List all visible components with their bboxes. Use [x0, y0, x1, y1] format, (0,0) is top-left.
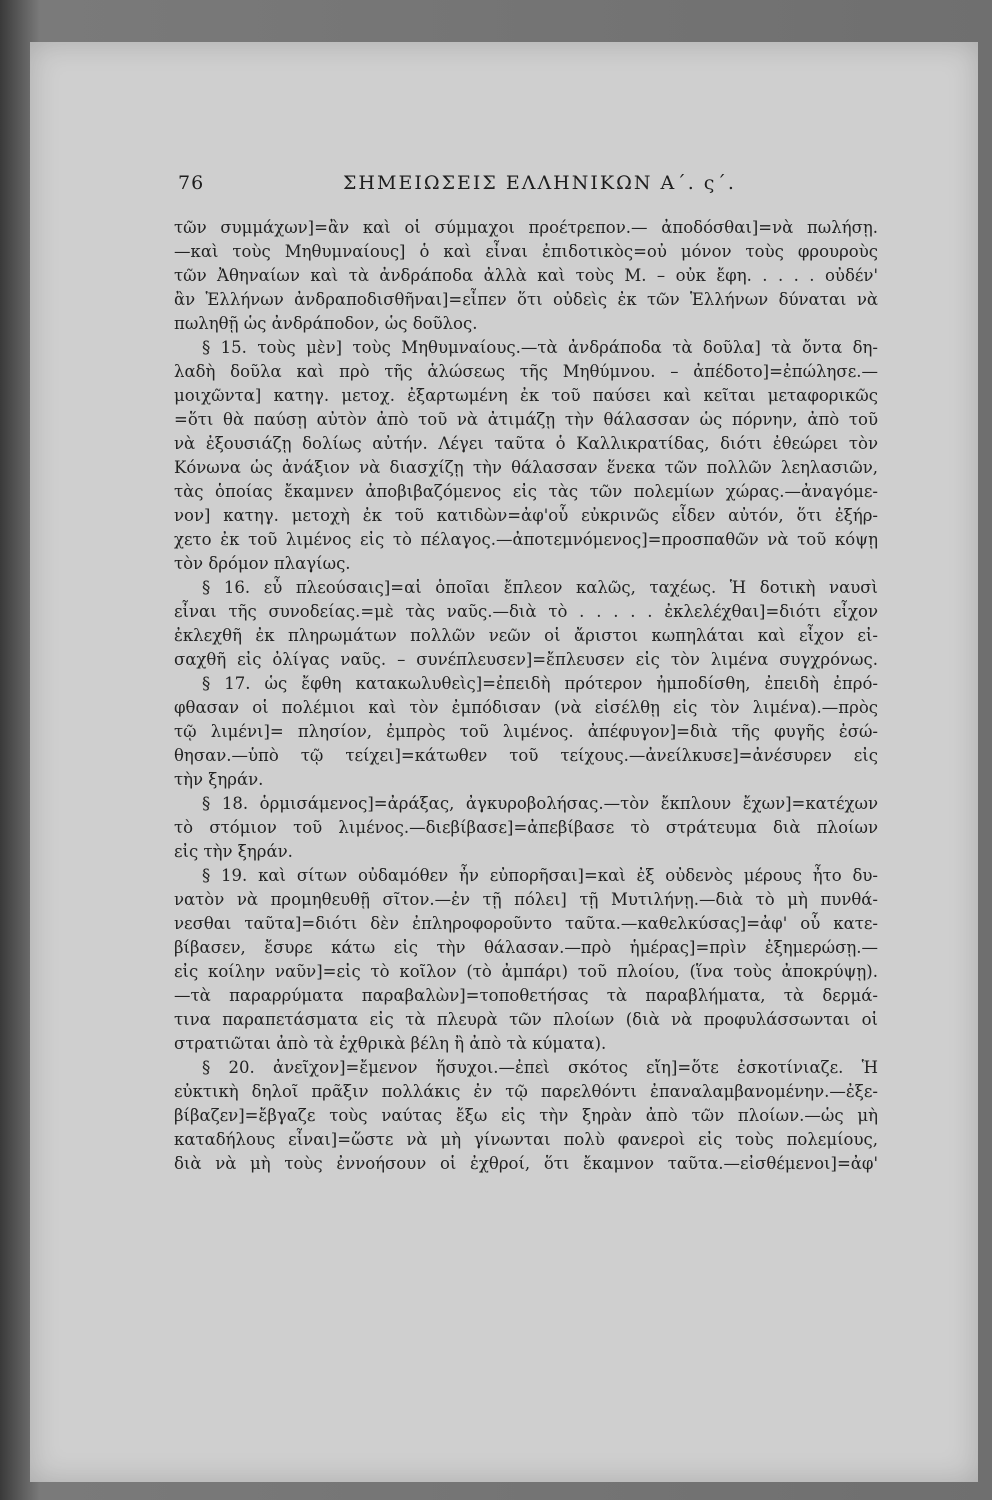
text-line: τὸ στόμιον τοῦ λιμένος.—διεβίβασε]=ἀπεβίβασε τὸ στράτευμα διὰ πλοίων [174, 818, 878, 837]
text-line: νὰ ἐξουσιάζῃ δολίως αὐτήν. Λέγει ταῦτα ὁ Καλλικρατίδας, διότι ἐθεώρει τὸν [174, 434, 878, 453]
page-number: 76 [178, 172, 205, 194]
text-line: Κόνωνα ὡς ἀνάξιον νὰ διασχίζῃ τὴν θάλασσαν ἕνεκα τῶν πολλῶν λεηλασιῶν, [174, 458, 878, 477]
text-line: φθασαν οἱ πολέμιοι καὶ τὸν ἐμπόδισαν (νὰ εἰσέλθῃ εἰς τὸν λιμένα).—πρὸς [174, 698, 878, 717]
text-line: νον] κατηγ. μετοχὴ ἐκ τοῦ κατιδὼν=ἀφ'οὗ εὐκρινῶς εἶδεν αὐτόν, ὅτι ἐξήρ- [174, 506, 878, 525]
text-line: βίβαζεν]=ἔβγαζε τοὺς ναύτας ἔξω εἰς τὴν ξηρὰν ἀπὸ τῶν πλοίων.—ὡς μὴ [174, 1106, 878, 1125]
text-line: χετο ἐκ τοῦ λιμένος εἰς τὸ πέλαγος.—ἀποτεμνόμενος]=προσπαθῶν νὰ τοῦ κόψῃ [174, 530, 878, 549]
text-line: διὰ νὰ μὴ τοὺς ἐννοήσουν οἱ ἐχθροί, ὅτι ἔκαμνον ταῦτα.—εἰσθέμενοι]=ἀφ' [174, 1154, 878, 1173]
running-title: ΣΗΜΕΙΩΣΕΙΣ ΕΛΛΗΝΙΚΩΝ Α΄. ς΄. [343, 172, 736, 194]
text-line: στρατιῶται ἀπὸ τὰ ἐχθρικὰ βέλη ἢ ἀπὸ τὰ κύματα). [174, 1034, 607, 1053]
text-line: ἂν Ἑλλήνων ἀνδραποδισθῆναι]=εἶπεν ὅτι οὐδεὶς ἐκ τῶν Ἑλλήνων δύναται νὰ [174, 290, 878, 309]
text-line: § 19. καὶ σίτων οὐδαμόθεν ἦν εὐπορῆσαι]=καὶ ἐξ οὐδενὸς μέρους ἦτο δυ- [202, 866, 878, 885]
text-line: § 20. ἀνεῖχον]=ἔμενον ἥσυχοι.—ἐπεὶ σκότος εἴη]=ὅτε ἐσκοτίνιαζε. Ἡ [202, 1058, 878, 1077]
text-line: τὸν δρόμον πλαγίως. [174, 554, 351, 573]
text-line: § 17. ὡς ἔφθη κατακωλυθεὶς]=ἐπειδὴ πρότερον ἠμποδίσθη, ἐπειδὴ ἐπρό- [202, 674, 878, 693]
text-line: εἶναι τῆς συνοδείας.=μὲ τὰς ναῦς.—διὰ τὸ . . . . . ἐκλελέχθαι]=διότι εἶχον [174, 602, 878, 621]
text-line: —καὶ τοὺς Μηθυμναίους] ὁ καὶ εἶναι ἐπιδοτικὸς=οὐ μόνον τοὺς φρουροὺς [174, 242, 878, 261]
text-line: λαδὴ δοῦλα καὶ πρὸ τῆς ἁλώσεως τῆς Μηθύμνου. – ἀπέδοτο]=ἐπώλησε.— [174, 362, 878, 381]
text-line: εἰς τὴν ξηράν. [174, 842, 293, 861]
text-line: ἐκλεχθῆ ἐκ πληρωμάτων πολλῶν νεῶν οἱ ἄριστοι κωπηλάται καὶ εἶχον εἰ- [174, 626, 878, 645]
text-line: καταδήλους εἶναι]=ὥστε νὰ μὴ γίνωνται πολὺ φανεροὶ εἰς τοὺς πολεμίους, [174, 1130, 878, 1149]
text-line: σαχθῆ εἰς ὀλίγας ναῦς. – συνέπλευσεν]=ἔπλευσεν εἰς τὸν λιμένα συγχρόνως. [174, 650, 878, 669]
text-line: νατὸν νὰ προμηθευθῇ σῖτον.—ἐν τῇ πόλει] τῇ Μυτιλήνῃ.—διὰ τὸ μὴ πυνθά- [174, 890, 878, 909]
text-line: —τὰ παραρρύματα παραβαλὼν]=τοποθετήσας τὰ παραβλήματα, τὰ δερμά- [174, 986, 878, 1005]
text-line: τὴν ξηράν. [174, 770, 264, 789]
text-line: εὐκτικὴ δηλοῖ πρᾶξιν πολλάκις ἐν τῷ παρελθόντι ἐπαναλαμβανομένην.—ἐξε- [174, 1082, 878, 1101]
text-line: τὰς ὁποίας ἔκαμνεν ἀποβιβαζόμενος εἰς τὰς τῶν πολεμίων χώρας.—ἀναγόμε- [174, 482, 878, 501]
text-line: εἰς κοίλην ναῦν]=εἰς τὸ κοῖλον (τὸ ἀμπάρι) τοῦ πλοίου, (ἵνα τοὺς ἀποκρύψῃ). [174, 962, 878, 981]
text-line: § 15. τοὺς μὲν] τοὺς Μηθυμναίους.—τὰ ἀνδράποδα τὰ δοῦλα] τὰ ὄντα δη- [202, 338, 878, 357]
text-line: νεσθαι ταῦτα]=διότι δὲν ἐπληροφοροῦντο ταῦτα.—καθελκύσας]=ἀφ' οὗ κατε- [174, 914, 878, 933]
text-line: θησαν.—ὑπὸ τῷ τείχει]=κάτωθεν τοῦ τείχους.—ἀνείλκυσε]=ἀνέσυρεν εἰς [174, 746, 878, 765]
text-line: τῶν συμμάχων]=ἂν καὶ οἱ σύμμαχοι προέτρεπον.— ἀποδόσθαι]=νὰ πωλήσῃ. [174, 218, 878, 237]
text-line: § 18. ὁρμισάμενος]=ἀράξας, ἀγκυροβολήσας.—τὸν ἔκπλουν ἔχων]=κατέχων [202, 794, 878, 813]
text-line: τινα παραπετάσματα εἰς τὰ πλευρὰ τῶν πλοίων (διὰ νὰ προφυλάσσωνται οἱ [174, 1010, 878, 1029]
text-line: § 16. εὖ πλεούσαις]=αἱ ὁποῖαι ἔπλεον καλῶς, ταχέως. Ἡ δοτικὴ ναυσὶ [202, 578, 878, 597]
text-line: βίβασεν, ἔσυρε κάτω εἰς τὴν θάλασαν.—πρὸ ἡμέρας]=πρὶν ἐξημερώσῃ.— [174, 938, 878, 957]
page-header [178, 172, 878, 202]
text-line: μοιχῶντα] κατηγ. μετοχ. ἐξαρτωμένη ἐκ τοῦ παύσει καὶ κεῖται μεταφορικῶς [174, 386, 878, 405]
text-line: =ὅτι θὰ παύσῃ αὐτὸν ἀπὸ τοῦ νὰ ἀτιμάζῃ τὴν θάλασσαν ὡς πόρνην, ἀπὸ τοῦ [174, 410, 878, 429]
text-line: πωληθῇ ὡς ἀνδράποδον, ὡς δοῦλος. [174, 314, 478, 333]
body-text [174, 216, 878, 1176]
text-line: τῶν Ἀθηναίων καὶ τὰ ἀνδράποδα ἀλλὰ καὶ τοὺς Μ. – οὐκ ἔφη. . . . . οὐδέν' [174, 266, 878, 285]
text-line: τῷ λιμένι]= πλησίον, ἐμπρὸς τοῦ λιμένος. ἀπέφυγον]=διὰ τῆς φυγῆς ἐσώ- [174, 722, 878, 741]
